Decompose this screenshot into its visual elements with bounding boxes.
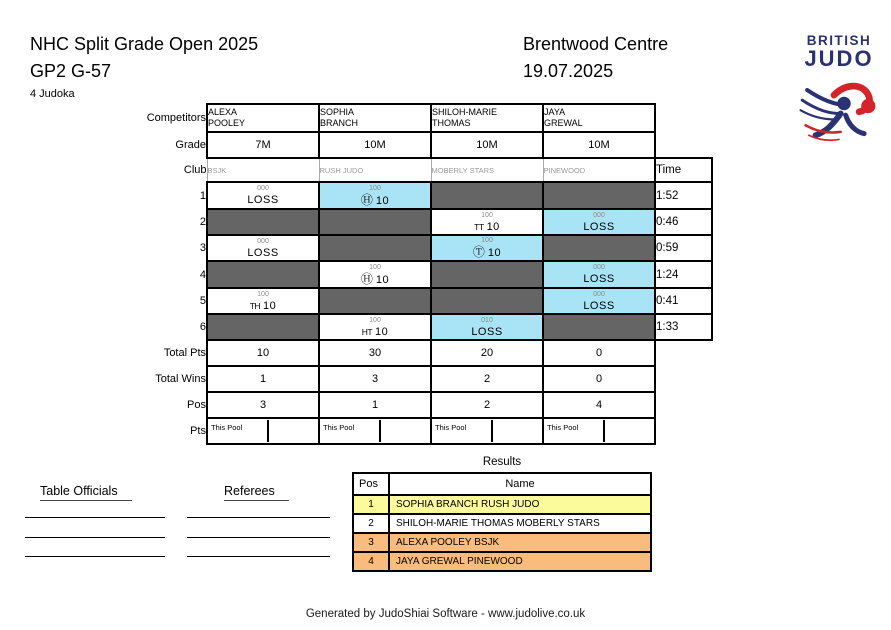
match-cell-empty [207, 261, 319, 288]
signature-line [25, 517, 165, 518]
technique-code: Ⓗ [360, 271, 373, 286]
match-time: 1:52 [655, 182, 712, 209]
this-pool-box: This Pool [544, 420, 605, 442]
total-pts-cell: 0 [543, 340, 655, 366]
pts-cell [207, 418, 319, 444]
match-row [121, 182, 712, 209]
judoka-figure-icon [796, 75, 882, 147]
total-wins-cell: 0 [543, 366, 655, 392]
pool-table [121, 103, 713, 445]
signature-line [187, 537, 330, 538]
row-label-grade: Grade [175, 139, 206, 151]
match-cell-empty [319, 235, 431, 261]
match-time: 0:59 [655, 235, 712, 261]
grade-cell: 10M [319, 132, 431, 158]
signature-line [187, 556, 330, 557]
match-cell [543, 261, 655, 288]
match-score: 000 [593, 264, 605, 271]
competitor-first-name: JAYA [544, 107, 566, 117]
competitor-first-name: ALEXA [208, 107, 238, 117]
total-wins-cell: 1 [207, 366, 319, 392]
technique-code: HT [361, 326, 373, 337]
club-cell: MOBERLY STARS [431, 158, 543, 182]
technique-code: TT [474, 221, 484, 232]
match-score: 000 [257, 237, 269, 245]
result-name: SOPHIA BRANCH RUSH JUDO [389, 495, 651, 514]
match-cell [543, 288, 655, 314]
result-pos: 4 [353, 552, 389, 571]
result-name: ALEXA POOLEY BSJK [389, 533, 651, 552]
match-result: LOSS [247, 246, 279, 259]
this-pool-box: This Pool [208, 420, 269, 442]
judoka-count: 4 Judoka [30, 88, 75, 100]
grade-row [121, 132, 712, 158]
pts-cell [431, 418, 543, 444]
result-pos: 1 [353, 495, 389, 514]
grade-cell: 10M [543, 132, 655, 158]
signature-line [25, 556, 165, 557]
match-row [121, 209, 712, 235]
match-score: 100 [257, 290, 269, 298]
total-wins-cell: 3 [319, 366, 431, 392]
total-pts-cell: 30 [319, 340, 431, 366]
match-cell [319, 182, 431, 209]
match-cell [207, 288, 319, 314]
match-result: LOSS [583, 220, 615, 233]
results-col-name: Name [389, 473, 651, 495]
match-cell-empty [431, 261, 543, 288]
referees-heading: Referees [224, 484, 289, 501]
match-cell-empty [319, 209, 431, 235]
pts-empty-box [269, 420, 319, 442]
match-time: 0:46 [655, 209, 712, 235]
match-number: 6 [199, 321, 206, 333]
match-cell-empty [207, 209, 319, 235]
row-label-club: Club [183, 164, 207, 176]
competitor-last-name: POOLEY [208, 118, 246, 128]
match-result: 10 [486, 220, 500, 233]
signature-line [25, 537, 165, 538]
british-judo-logo [792, 34, 886, 152]
match-row [121, 288, 712, 314]
match-result: LOSS [583, 299, 615, 312]
match-score: 100 [369, 316, 381, 324]
pos-cell: 2 [431, 392, 543, 418]
competitor-first-name: SOPHIA [320, 107, 355, 117]
category-title: GP2 G-57 [30, 61, 112, 81]
match-result: LOSS [471, 325, 503, 338]
club-cell: RUSH JUDO [319, 158, 431, 182]
results-header-row [353, 473, 651, 495]
result-pos: 2 [353, 514, 389, 533]
total-pts-cell: 10 [207, 340, 319, 366]
club-cell: PINEWOOD [543, 158, 655, 182]
match-cell-empty [431, 288, 543, 314]
match-cell-empty [543, 182, 655, 209]
this-pool-box: This Pool [432, 420, 493, 442]
competitor-name [319, 104, 431, 132]
total-wins-cell: 2 [431, 366, 543, 392]
match-result: 10 [487, 247, 502, 259]
signature-line [187, 517, 330, 518]
match-result: 10 [375, 273, 390, 286]
total-wins-row [121, 366, 712, 392]
competitor-name [543, 104, 655, 132]
technique-code: TH [249, 300, 261, 311]
match-score: 100 [369, 184, 381, 192]
match-cell-empty [319, 288, 431, 314]
competitor-name [207, 104, 319, 132]
match-cell [543, 209, 655, 235]
pts-row [121, 418, 712, 444]
match-number: 4 [199, 268, 206, 281]
technique-code: Ⓣ [472, 245, 485, 259]
grade-cell: 10M [431, 132, 543, 158]
results-row [353, 514, 651, 533]
row-label-pts: Pts [190, 425, 206, 437]
row-label-pos: Pos [187, 399, 206, 411]
match-score: 010 [481, 316, 493, 324]
match-number: 5 [199, 295, 206, 307]
logo-text-judo: JUDO [804, 46, 874, 71]
table-officials-heading: Table Officials [40, 484, 132, 501]
match-score: 100 [481, 237, 493, 244]
match-time: 0:41 [655, 288, 712, 314]
technique-code: Ⓗ [360, 192, 373, 207]
match-row [121, 314, 712, 340]
generator-credit: Generated by JudoShiai Software - www.judolive.co.uk [305, 608, 586, 620]
pos-cell: 4 [543, 392, 655, 418]
results-row [353, 495, 651, 514]
competitor-first-name: SHILOH-MARIE [432, 107, 498, 117]
results-col-pos: Pos [353, 473, 389, 495]
time-column-header: Time [655, 158, 712, 182]
match-result: 10 [375, 325, 389, 338]
match-cell-empty [543, 235, 655, 261]
match-time: 1:33 [655, 314, 712, 340]
competitor-name [431, 104, 543, 132]
match-time: 1:24 [655, 261, 712, 288]
pts-cell [543, 418, 655, 444]
logo-text-british: BRITISH [806, 33, 872, 48]
match-cell [207, 182, 319, 209]
pos-row [121, 392, 712, 418]
match-cell [431, 314, 543, 340]
match-result: LOSS [247, 194, 279, 206]
competitors-row [121, 104, 712, 132]
competitor-last-name: GREWAL [544, 118, 583, 128]
match-cell [431, 209, 543, 235]
match-cell [319, 314, 431, 340]
row-label-total-wins: Total Wins [155, 373, 206, 385]
match-cell-empty [543, 314, 655, 340]
match-cell-empty [431, 182, 543, 209]
results-title: Results [482, 456, 522, 468]
club-cell: BSJK [207, 158, 319, 182]
match-score: 000 [593, 290, 605, 298]
competitor-last-name: THOMAS [432, 118, 471, 128]
results-row [353, 552, 651, 571]
match-cell [319, 261, 431, 288]
match-score: 100 [369, 263, 381, 271]
club-row [121, 158, 712, 182]
match-cell [431, 235, 543, 261]
match-number: 3 [199, 242, 206, 254]
row-label-competitors: Competitors [146, 112, 206, 124]
event-title: NHC Split Grade Open 2025 [30, 34, 259, 54]
competitor-last-name: BRANCH [320, 118, 359, 128]
pos-cell: 1 [319, 392, 431, 418]
match-score: 000 [593, 211, 605, 219]
result-name: JAYA GREWAL PINEWOOD [389, 552, 651, 571]
pts-empty-box [493, 420, 543, 442]
match-number: 1 [199, 189, 206, 202]
match-cell-empty [207, 314, 319, 340]
results-table [352, 472, 652, 572]
match-score: 000 [257, 185, 269, 192]
match-row [121, 235, 712, 261]
grade-cell: 7M [207, 132, 319, 158]
match-cell [207, 235, 319, 261]
match-score: 100 [481, 211, 493, 219]
result-name: SHILOH-MARIE THOMAS MOBERLY STARS [389, 514, 651, 533]
pts-empty-box [381, 420, 431, 442]
match-number: 2 [199, 216, 206, 228]
match-result: LOSS [583, 273, 615, 285]
results-row [353, 533, 651, 552]
row-label-total-pts: Total Pts [163, 347, 206, 359]
match-row [121, 261, 712, 288]
event-date: 19.07.2025 [523, 61, 614, 81]
total-pts-cell: 20 [431, 340, 543, 366]
pts-empty-box [605, 420, 655, 442]
venue: Brentwood Centre [523, 34, 669, 54]
result-pos: 3 [353, 533, 389, 552]
match-result: 10 [375, 194, 390, 207]
match-result: 10 [263, 299, 277, 312]
pts-cell [319, 418, 431, 444]
this-pool-box: This Pool [320, 420, 381, 442]
total-pts-row [121, 340, 712, 366]
pos-cell: 3 [207, 392, 319, 418]
